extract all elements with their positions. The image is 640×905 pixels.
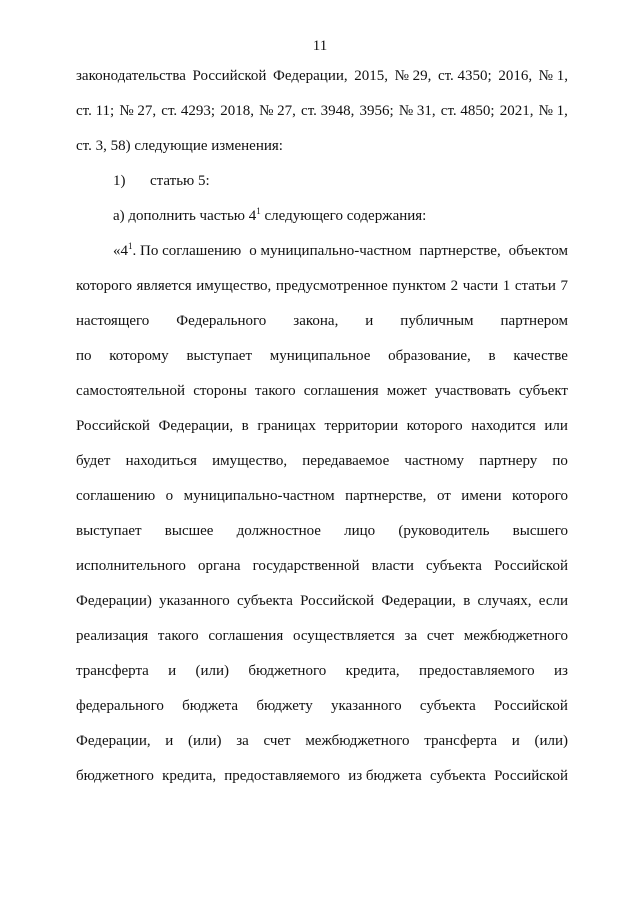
word: в	[241, 418, 249, 434]
superscript: 1	[256, 206, 261, 216]
word: 2	[450, 278, 459, 294]
word: самостоятельной	[76, 383, 186, 399]
text: а) дополнить частью 4	[113, 208, 257, 224]
word: статьи	[514, 278, 556, 294]
word: которому	[109, 348, 169, 364]
word: власти	[371, 558, 414, 574]
word: субъект	[518, 383, 568, 399]
word: и	[165, 733, 174, 749]
word: которого	[406, 418, 463, 434]
word: соглашения	[303, 383, 379, 399]
word: может	[386, 383, 427, 399]
text-line	[76, 661, 568, 681]
word: указанного	[330, 698, 402, 714]
word: № 29,	[394, 68, 432, 84]
text-line: ст. 3, 58) следующие изменения:	[76, 138, 283, 154]
word: участвовать	[434, 383, 511, 399]
word: ст. 4850;	[440, 103, 495, 119]
word: и	[511, 733, 520, 749]
word: бюджета	[182, 698, 239, 714]
text-line	[76, 486, 568, 506]
text-line	[76, 451, 568, 471]
quote-prefix: «4	[113, 243, 128, 259]
word: предусмотренное	[275, 278, 388, 294]
word: объектом	[508, 243, 568, 259]
word: Российской	[300, 593, 375, 609]
word: № 31,	[398, 103, 436, 119]
word: частному	[404, 453, 465, 469]
word: указанного	[159, 593, 230, 609]
word: Федерации,	[273, 68, 348, 84]
text-line	[76, 626, 568, 646]
word: за	[404, 628, 418, 644]
word: соглашения	[208, 628, 284, 644]
word: которого	[76, 278, 132, 294]
word: государственной	[252, 558, 360, 574]
text-line	[76, 311, 568, 331]
word: выступает	[76, 523, 142, 539]
quote-start	[113, 241, 241, 261]
word: образование,	[388, 348, 471, 364]
word: № 1,	[538, 103, 568, 119]
word: Федерации,	[381, 593, 456, 609]
word: Федерального	[176, 313, 267, 329]
word: настоящего	[76, 313, 150, 329]
text-line	[76, 696, 568, 716]
word: Российской	[494, 698, 568, 714]
text: следующего содержания:	[260, 208, 427, 224]
word: 1	[502, 278, 511, 294]
word: передаваемое	[302, 453, 390, 469]
word: случаях,	[477, 593, 532, 609]
word: имени	[461, 488, 502, 504]
word: Федерации,	[76, 733, 151, 749]
word: партнерстве,	[419, 243, 501, 259]
word: федерального	[76, 698, 164, 714]
word: из	[554, 663, 568, 679]
word: 2016,	[498, 68, 533, 84]
word: если	[538, 593, 568, 609]
word: территории	[324, 418, 399, 434]
word: предоставляемого	[418, 663, 535, 679]
text-line	[76, 346, 568, 366]
word: 2021,	[499, 103, 534, 119]
word: или	[544, 418, 568, 434]
word: о муниципально-частном	[249, 243, 412, 259]
word: соглашению	[76, 488, 156, 504]
word: партнером	[500, 313, 568, 329]
word: предоставляемого	[224, 768, 341, 784]
word: счет	[426, 628, 454, 644]
word: высшее	[164, 523, 214, 539]
word: имущество,	[212, 453, 288, 469]
word: муниципальное	[269, 348, 371, 364]
word: № 27,	[259, 103, 296, 119]
word: № 1,	[538, 68, 568, 84]
word: Российской	[494, 768, 568, 784]
word: Федерации)	[76, 593, 152, 609]
word: находится	[471, 418, 536, 434]
word: субъекта	[426, 558, 482, 574]
word: . По соглашению	[132, 243, 242, 259]
word: пунктом	[392, 278, 447, 294]
text-line	[76, 591, 568, 611]
page-number: 11	[312, 38, 328, 54]
word: Российской	[192, 68, 267, 84]
text-line	[76, 276, 568, 296]
word: лицо	[344, 523, 376, 539]
word: должностное	[236, 523, 321, 539]
text-line	[76, 416, 568, 436]
text-line	[76, 731, 568, 751]
word: ст. 11;	[76, 103, 115, 119]
word: имущество,	[196, 278, 272, 294]
word: исполнительного	[76, 558, 186, 574]
word: трансферта	[76, 663, 149, 679]
word: и	[168, 663, 177, 679]
word: кредита,	[345, 663, 400, 679]
word: бюджетного	[248, 663, 327, 679]
word: кредита,	[162, 768, 217, 784]
word: по	[76, 348, 92, 364]
word: законодательства	[76, 68, 186, 84]
word: 2015,	[354, 68, 388, 84]
word: органа	[198, 558, 241, 574]
word: такого	[157, 628, 199, 644]
word: 3956;	[359, 103, 394, 119]
text-line	[76, 66, 568, 86]
word: субъекта	[236, 593, 293, 609]
word: высшего	[512, 523, 568, 539]
word: межбюджетного	[305, 733, 410, 749]
word: будет	[76, 453, 111, 469]
word: публичным	[400, 313, 474, 329]
word: ст. 4293;	[161, 103, 216, 119]
word: межбюджетного	[463, 628, 568, 644]
word: такого	[254, 383, 296, 399]
word: качестве	[513, 348, 568, 364]
word: (или)	[188, 733, 222, 749]
word: № 27,	[119, 103, 157, 119]
word: и	[365, 313, 374, 329]
list-item-text: статью 5:	[150, 173, 210, 189]
word: из бюджета	[348, 768, 422, 784]
word: бюджету	[256, 698, 313, 714]
word: Российской	[494, 558, 568, 574]
word: в	[488, 348, 496, 364]
word: реализация	[76, 628, 149, 644]
word: за	[236, 733, 249, 749]
word: бюджетного	[76, 768, 154, 784]
word: трансферта	[424, 733, 498, 749]
word: муниципально-частном	[183, 488, 335, 504]
text-line	[113, 206, 568, 226]
word: является	[136, 278, 192, 294]
word: находиться	[125, 453, 197, 469]
word: по	[552, 453, 568, 469]
word: Федерации,	[158, 418, 234, 434]
word: (или)	[195, 663, 230, 679]
text-line	[76, 101, 568, 121]
text-line	[76, 521, 568, 541]
word: выступает	[186, 348, 253, 364]
text-line	[76, 381, 568, 401]
word: стороны	[193, 383, 247, 399]
list-item-number: 1)	[113, 173, 126, 189]
word: о	[165, 488, 174, 504]
word: от	[436, 488, 451, 504]
word: части	[462, 278, 499, 294]
superscript: 1	[128, 241, 133, 251]
word: (или)	[534, 733, 568, 749]
word: закона,	[293, 313, 339, 329]
text-line	[76, 556, 568, 576]
word: (руководитель	[398, 523, 490, 539]
word: партнеру	[479, 453, 538, 469]
word: границах	[257, 418, 316, 434]
word: 2018,	[220, 103, 254, 119]
text-line	[76, 766, 568, 786]
word: ст. 3948,	[301, 103, 355, 119]
word: ст. 4350;	[437, 68, 492, 84]
word: осуществляется	[292, 628, 395, 644]
word: счет	[263, 733, 291, 749]
word: которого	[512, 488, 568, 504]
word: партнерстве,	[345, 488, 427, 504]
word: 7	[560, 278, 568, 294]
text-line	[113, 241, 568, 261]
word: субъекта	[429, 768, 486, 784]
word: субъекта	[419, 698, 476, 714]
word: Российской	[76, 418, 150, 434]
word: в	[463, 593, 471, 609]
